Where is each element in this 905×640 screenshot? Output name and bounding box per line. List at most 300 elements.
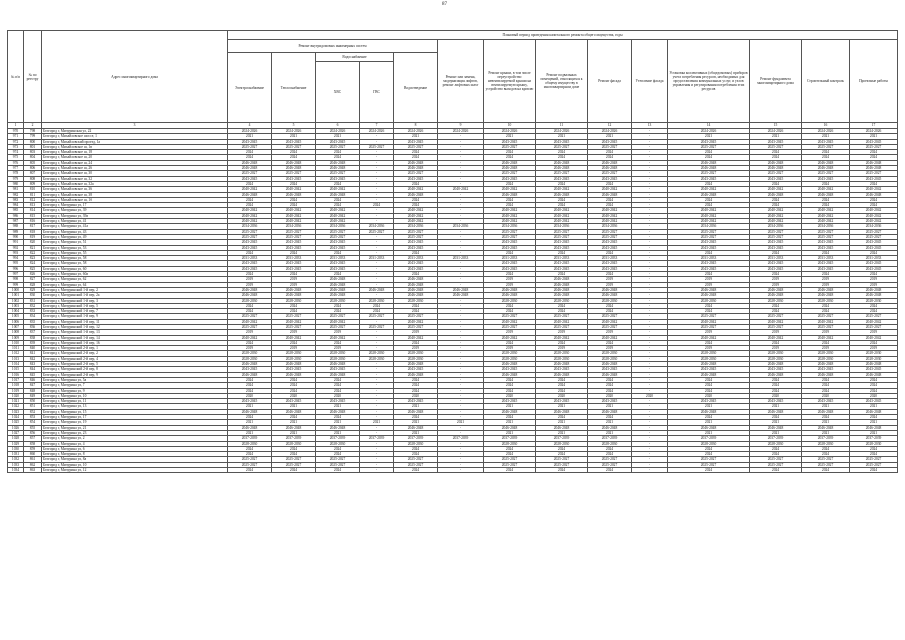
table-cell: 2025-2027	[850, 171, 898, 176]
address-cell: Белгород г, Мичурина ул, 17	[42, 203, 228, 208]
table-cell: -	[438, 372, 484, 377]
table-cell: 2046-2048	[750, 409, 802, 414]
table-cell: 2021	[668, 430, 750, 435]
table-cell: -	[632, 330, 668, 335]
table-cell: 2025-2027	[850, 144, 898, 149]
table-cell: 806	[24, 166, 42, 171]
table-cell: 2025-2027	[588, 314, 632, 319]
table-cell: 2024	[484, 181, 536, 186]
table-cell: 2020	[668, 393, 750, 398]
table-cell: 2046-2048	[850, 425, 898, 430]
table-cell: -	[360, 393, 394, 398]
table-cell: 1007	[8, 324, 24, 329]
repair-schedule-table	[7, 30, 898, 473]
address-cell: Белгород г, Мичурина ул, 41а	[42, 224, 228, 229]
table-cell: 2019	[394, 330, 438, 335]
table-cell: 2024	[316, 446, 360, 451]
table-cell: -	[438, 213, 484, 218]
table-cell: 990	[8, 234, 24, 239]
table-cell: 2043-2045	[394, 240, 438, 245]
table-cell: -	[360, 171, 394, 176]
table-cell: 2021	[394, 134, 438, 139]
table-cell: 983	[8, 197, 24, 202]
table-cell: -	[360, 468, 394, 473]
table-cell: 2043-2045	[316, 266, 360, 271]
table-cell: 2046-2048	[850, 372, 898, 377]
table-cell: 2025-2027	[850, 229, 898, 234]
table-cell: 1000	[8, 287, 24, 292]
table-cell: 2043-2045	[272, 245, 316, 250]
table-cell: 2019	[536, 330, 588, 335]
table-cell: -	[632, 441, 668, 446]
table-cell: 2021	[394, 404, 438, 409]
table-cell: 833	[24, 309, 42, 314]
table-cell: 1002	[8, 298, 24, 303]
table-cell: 2024	[228, 446, 272, 451]
table-cell: 2028-2030	[588, 351, 632, 356]
table-cell: 1003	[8, 303, 24, 308]
table-cell: 2019	[850, 330, 898, 335]
table-cell: 2046-2048	[750, 372, 802, 377]
table-cell: 2024	[588, 197, 632, 202]
table-cell: 2031-2033	[360, 256, 394, 261]
table-cell: 2021	[588, 430, 632, 435]
address-cell: Белгород г, Михайловский проезд, 1а	[42, 139, 228, 144]
table-cell: -	[632, 171, 668, 176]
table-cell: 2024-2026	[536, 129, 588, 134]
table-cell: 2046-2048	[536, 362, 588, 367]
header-group-top: Плановый период проведения капитального ремонта общего имущества, годы	[228, 31, 898, 40]
table-cell: -	[438, 314, 484, 319]
table-cell: 2040-2042	[316, 213, 360, 218]
table-cell: 846	[24, 377, 42, 382]
table-cell: -	[438, 457, 484, 462]
column-index-cell: 8	[394, 123, 438, 129]
table-cell: 2043-2045	[668, 139, 750, 144]
table-cell: 2025-2027	[360, 229, 394, 234]
table-cell: 2024	[228, 272, 272, 277]
table-cell: 2024	[536, 272, 588, 277]
table-cell: 1023	[8, 409, 24, 414]
table-cell: 2043-2045	[536, 367, 588, 372]
table-cell: 2028-2030	[484, 356, 536, 361]
table-cell: -	[632, 452, 668, 457]
table-cell: -	[632, 213, 668, 218]
table-cell: 2024	[272, 250, 316, 255]
table-cell: 2037-2039	[802, 436, 850, 441]
table-cell: -	[360, 319, 394, 324]
table-cell: 2037-2039	[394, 436, 438, 441]
table-cell: 2028-2030	[588, 356, 632, 361]
table-cell: 2021	[802, 420, 850, 425]
table-cell: -	[632, 229, 668, 234]
address-cell: Белгород г, Мичурина ул, 6	[42, 446, 228, 451]
address-cell: Белгород г, Мичурина ул, 2	[42, 436, 228, 441]
table-cell: 2024	[588, 452, 632, 457]
table-cell: -	[360, 409, 394, 414]
table-cell: 2019	[588, 330, 632, 335]
table-cell: 2040-2042	[802, 213, 850, 218]
table-cell: 2040-2042	[272, 208, 316, 213]
table-cell: 2024	[536, 303, 588, 308]
table-cell: 2019	[394, 346, 438, 351]
table-cell: -	[632, 245, 668, 250]
table-cell: 2043-2045	[228, 139, 272, 144]
table-cell: 2046-2048	[360, 287, 394, 292]
table-cell: -	[360, 293, 394, 298]
header-insulation: Утепление фасада	[632, 40, 668, 123]
table-cell: 2040-2042	[228, 187, 272, 192]
table-cell: -	[632, 377, 668, 382]
table-cell: 2024	[588, 155, 632, 160]
table-cell: 2021	[394, 420, 438, 425]
table-cell: 2040-2042	[588, 213, 632, 218]
table-cell: 2021	[750, 134, 802, 139]
table-cell: 2040-2042	[228, 335, 272, 340]
table-cell: 2025-2027	[272, 314, 316, 319]
table-cell: 2024	[228, 303, 272, 308]
table-cell: 2025-2027	[228, 144, 272, 149]
table-cell: 2024	[228, 150, 272, 155]
table-cell: 2024	[484, 377, 536, 382]
table-cell: 2043-2045	[750, 240, 802, 245]
table-cell: -	[632, 166, 668, 171]
table-cell: 819	[24, 234, 42, 239]
table-cell: -	[360, 277, 394, 282]
table-cell: 2025-2027	[536, 171, 588, 176]
table-cell: 2024	[316, 181, 360, 186]
table-cell: 2046-2048	[850, 409, 898, 414]
table-cell: 2024	[850, 272, 898, 277]
table-cell: 2025-2027	[360, 324, 394, 329]
table-cell: -	[632, 415, 668, 420]
table-cell: 2040-2042	[394, 187, 438, 192]
table-cell: 2043-2045	[668, 245, 750, 250]
table-cell: 2046-2048	[668, 372, 750, 377]
table-cell: 2043-2045	[588, 367, 632, 372]
address-cell: Белгород г, Мичуринский 1-й пер, 3	[42, 298, 228, 303]
table-cell: 2024-2026	[668, 129, 750, 134]
table-cell: 2024-2026	[316, 129, 360, 134]
table-cell: 812	[24, 197, 42, 202]
table-cell: 2024	[394, 203, 438, 208]
table-cell: 2043-2045	[850, 399, 898, 404]
table-cell: 2043-2045	[316, 139, 360, 144]
table-cell: 2024-2026	[438, 129, 484, 134]
address-cell: Белгород г, Мичуринский 1-й пер, 2	[42, 287, 228, 292]
address-cell: Белгород г, Мичурина ул, 10	[42, 462, 228, 467]
table-cell: 993	[8, 250, 24, 255]
table-cell: 2043-2045	[802, 176, 850, 181]
table-cell: 2043-2045	[484, 399, 536, 404]
table-cell: 2040-2042	[588, 319, 632, 324]
table-cell: 2043-2045	[802, 240, 850, 245]
table-cell: 2024	[802, 203, 850, 208]
table-cell: -	[438, 441, 484, 446]
column-index-cell: 6	[316, 123, 360, 129]
table-cell: 816	[24, 219, 42, 224]
table-cell: 2046-2048	[588, 192, 632, 197]
address-cell: Белгород г, Мичуринский 2-й пер, 8	[42, 367, 228, 372]
table-cell: 2024	[272, 452, 316, 457]
table-cell: 2024	[750, 309, 802, 314]
table-cell: 2043-2045	[588, 245, 632, 250]
table-cell: 2040-2042	[750, 219, 802, 224]
column-index-cell: 7	[360, 123, 394, 129]
table-cell: 2025-2027	[484, 234, 536, 239]
table-cell: -	[438, 324, 484, 329]
table-body	[8, 129, 898, 473]
table-cell: 2046-2048	[316, 192, 360, 197]
table-cell: 2024	[850, 340, 898, 345]
table-cell: 2024	[360, 309, 394, 314]
table-cell: 798	[24, 129, 42, 134]
table-cell: -	[438, 298, 484, 303]
table-cell: 2019	[484, 346, 536, 351]
table-cell: 2040-2042	[588, 219, 632, 224]
table-cell: -	[632, 203, 668, 208]
table-cell: 2046-2048	[484, 192, 536, 197]
table-cell: -	[360, 134, 394, 139]
table-cell: 2025-2027	[750, 229, 802, 234]
table-cell: -	[360, 362, 394, 367]
table-cell: 2024	[668, 468, 750, 473]
table-cell: 2024	[668, 340, 750, 345]
table-cell: 2019	[272, 330, 316, 335]
table-cell: 2024	[484, 250, 536, 255]
table-cell: 2025-2027	[588, 457, 632, 462]
table-cell: 2025-2027	[272, 462, 316, 467]
table-cell: 2019	[484, 282, 536, 287]
address-cell: Белгород г, Мичурина ул, 58	[42, 261, 228, 266]
table-cell: 996	[8, 266, 24, 271]
table-cell: 2040-2042	[316, 319, 360, 324]
table-cell: -	[632, 144, 668, 149]
table-cell: -	[632, 324, 668, 329]
table-cell: 2046-2048	[316, 372, 360, 377]
address-cell: Белгород г, Мичурина ул, 17	[42, 415, 228, 420]
column-index-cell: 16	[802, 123, 850, 129]
table-cell: -	[360, 462, 394, 467]
table-cell: 2024	[850, 197, 898, 202]
table-cell: -	[632, 430, 668, 435]
table-cell: 2019	[850, 282, 898, 287]
table-cell: 2024-2026	[394, 129, 438, 134]
table-cell: 2046-2048	[668, 166, 750, 171]
table-cell: 2043-2045	[750, 176, 802, 181]
table-cell: 2019	[588, 282, 632, 287]
table-cell: 2021	[272, 134, 316, 139]
table-cell: -	[438, 203, 484, 208]
table-cell: 2046-2048	[228, 192, 272, 197]
table-cell: 2020	[588, 393, 632, 398]
table-cell: 818	[24, 229, 42, 234]
table-cell: 2037-2039	[228, 436, 272, 441]
table-cell: 2019	[272, 346, 316, 351]
table-cell: 2043-2045	[850, 240, 898, 245]
table-cell: 2028-2030	[316, 441, 360, 446]
table-cell: 2024	[588, 181, 632, 186]
table-cell: 2024	[228, 377, 272, 382]
table-cell: 2024	[484, 309, 536, 314]
table-cell: 1015	[8, 367, 24, 372]
table-cell: 2043-2045	[850, 245, 898, 250]
table-cell: 2046-2048	[750, 192, 802, 197]
table-cell: 995	[8, 261, 24, 266]
table-cell: 2028-2030	[750, 441, 802, 446]
header-heat: Теплоснабжение	[272, 53, 316, 123]
table-cell: -	[438, 367, 484, 372]
table-cell: 2024	[228, 468, 272, 473]
table-cell: 2040-2042	[802, 219, 850, 224]
table-cell: -	[438, 181, 484, 186]
table-cell: 987	[8, 219, 24, 224]
table-cell: 2028-2030	[228, 298, 272, 303]
table-cell: 800	[24, 139, 42, 144]
table-cell: 2024	[588, 203, 632, 208]
table-cell: 1027	[8, 430, 24, 435]
table-cell: 2043-2045	[668, 266, 750, 271]
table-cell: 2025-2027	[850, 462, 898, 467]
table-cell: 2040-2042	[272, 187, 316, 192]
table-cell: 2024	[316, 309, 360, 314]
table-cell: 2024	[588, 468, 632, 473]
table-cell: 2024	[228, 309, 272, 314]
table-cell: 2028-2030	[850, 441, 898, 446]
table-cell: 2046-2048	[228, 293, 272, 298]
address-cell: Белгород г, Мичурина ул, 8а	[42, 457, 228, 462]
address-cell: Белгород г, Мичурина ул, 55	[42, 250, 228, 255]
table-cell: 2040-2042	[668, 219, 750, 224]
table-cell: 2040-2042	[750, 208, 802, 213]
table-cell: 2025-2027	[228, 229, 272, 234]
header-basement: Ремонт подвальных помещений, относящихся к общему имуществу в многоквартирном доме	[536, 40, 588, 123]
header-address: Адрес многоквартирного дома	[42, 31, 228, 123]
table-cell: 982	[8, 192, 24, 197]
table-cell: 2024	[668, 415, 750, 420]
table-cell: -	[632, 436, 668, 441]
table-cell: 2024	[802, 446, 850, 451]
table-cell: 2024	[750, 377, 802, 382]
table-cell: 1004	[8, 309, 24, 314]
table-cell: 2024	[802, 468, 850, 473]
table-cell: 828	[24, 282, 42, 287]
table-cell: -	[438, 219, 484, 224]
table-cell: -	[632, 150, 668, 155]
table-cell: 2034-2036	[668, 224, 750, 229]
table-cell: 2024	[228, 388, 272, 393]
table-cell: 2019	[850, 277, 898, 282]
table-cell: -	[438, 309, 484, 314]
table-cell: 2024	[850, 250, 898, 255]
table-cell: 2037-2039	[536, 436, 588, 441]
table-cell: -	[360, 139, 394, 144]
table-cell: -	[438, 160, 484, 165]
table-cell: 2046-2048	[536, 409, 588, 414]
table-cell: 2024	[228, 250, 272, 255]
table-cell: 2046-2048	[272, 287, 316, 292]
table-cell: 2043-2045	[484, 240, 536, 245]
table-cell: 2021	[668, 420, 750, 425]
table-cell: 861	[24, 457, 42, 462]
column-index-cell: 11	[536, 123, 588, 129]
table-cell: 2028-2030	[802, 298, 850, 303]
table-cell: -	[438, 388, 484, 393]
table-cell: -	[438, 330, 484, 335]
table-cell: 2040-2042	[750, 335, 802, 340]
table-cell: 824	[24, 261, 42, 266]
table-cell: 2043-2045	[394, 245, 438, 250]
table-cell: 2043-2045	[668, 176, 750, 181]
table-cell: 2028-2030	[750, 298, 802, 303]
table-cell: 2040-2042	[850, 335, 898, 340]
table-cell: 2037-2039	[588, 436, 632, 441]
address-cell: Белгород г, Михайловское ш, 24	[42, 160, 228, 165]
table-cell: 2021	[536, 420, 588, 425]
table-cell: 2043-2045	[228, 245, 272, 250]
table-cell: 2024	[316, 272, 360, 277]
address-cell: Белгород г, Мичуринский 1-й пер, 7	[42, 309, 228, 314]
address-cell: Белгород г, Михайловское ш, 32	[42, 176, 228, 181]
table-cell: 2021	[484, 430, 536, 435]
table-cell: 2046-2048	[316, 166, 360, 171]
table-cell: 2046-2048	[536, 277, 588, 282]
address-cell: Белгород г, Мичуринский 2-й пер, 2	[42, 351, 228, 356]
table-cell: 2046-2048	[316, 425, 360, 430]
table-cell: 2043-2045	[484, 367, 536, 372]
table-cell: -	[632, 293, 668, 298]
table-cell: 1014	[8, 362, 24, 367]
table-cell: 2024	[394, 303, 438, 308]
table-cell: 2025-2027	[850, 457, 898, 462]
table-cell: 811	[24, 192, 42, 197]
table-cell: 2024	[750, 197, 802, 202]
table-cell: 2024	[536, 203, 588, 208]
table-cell: 2024	[536, 309, 588, 314]
address-cell: Белгород г, Михайловское шоссе, 1	[42, 134, 228, 139]
table-cell: -	[438, 430, 484, 435]
table-cell: -	[632, 367, 668, 372]
table-cell: 2024	[228, 155, 272, 160]
table-cell: 2028-2030	[316, 356, 360, 361]
address-cell: Белгород г, Мичурина ул, 19	[42, 420, 228, 425]
table-cell: 2028-2030	[750, 351, 802, 356]
table-cell: 805	[24, 160, 42, 165]
table-cell: 2040-2042	[316, 219, 360, 224]
table-cell: 2024	[850, 181, 898, 186]
header-gvs: ГВС	[360, 62, 394, 123]
table-cell: -	[632, 399, 668, 404]
table-cell: 2025-2027	[316, 457, 360, 462]
table-cell: 2037-2039	[272, 436, 316, 441]
table-cell: 2025-2027	[394, 324, 438, 329]
column-index-cell: 5	[272, 123, 316, 129]
table-cell: 2025-2027	[750, 314, 802, 319]
table-cell: 2024	[316, 303, 360, 308]
table-cell: 2028-2030	[484, 351, 536, 356]
table-cell: 2024	[588, 272, 632, 277]
table-cell: -	[360, 457, 394, 462]
table-cell: -	[438, 150, 484, 155]
address-cell: Белгород г, Михайловское ш, 30	[42, 171, 228, 176]
table-cell: 2024	[228, 203, 272, 208]
table-cell: -	[632, 197, 668, 202]
table-cell: 2043-2045	[484, 261, 536, 266]
header-facade: Ремонт фасада	[588, 40, 632, 123]
table-cell: -	[438, 383, 484, 388]
table-cell: 2025-2027	[668, 314, 750, 319]
table-cell: 2025-2027	[536, 144, 588, 149]
